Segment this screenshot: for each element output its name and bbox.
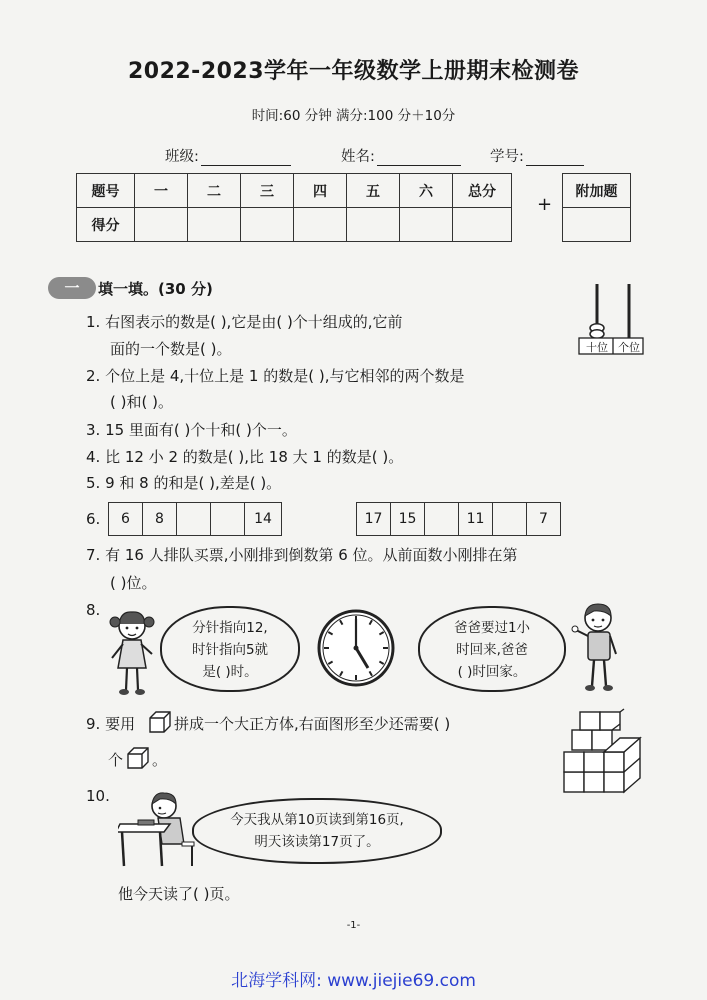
cube-stack-icon [562,708,646,796]
bubble-left-line3: 是( )时。 [202,664,258,680]
bubble-left-line2: 时针指向5就 [191,642,269,658]
sequence-blank-cell[interactable] [177,503,211,536]
score-header-cell: 一 [135,174,188,208]
id-label: 学号: [490,149,524,165]
abacus-tens-label: 十位 [586,341,608,354]
sequence-cell: 6 [109,503,143,536]
class-field [165,145,291,166]
score-table-header-row [77,174,512,208]
name-field [341,145,461,166]
exam-subtitle: 时间:60 分钟 满分:100 分＋10分 [251,108,456,124]
sequence-cell: 14 [245,503,282,536]
question-1-line2: 面的一个数是( )。 [110,340,232,358]
section-badge: 一 [48,277,96,299]
question-2-line1: 2. 个位上是 4,十位上是 1 的数是( ),与它相邻的两个数是 [86,367,465,385]
bubble-right-line3: ( )时回家。 [457,664,527,680]
sequence-cell: 17 [357,503,391,536]
sequence-cell: 7 [527,503,561,536]
girl-icon [106,606,162,698]
question-10-label: 10. [86,787,110,805]
score-table-score-row [77,208,512,242]
id-blank [526,151,584,166]
question-1-line1: 1. 右图表示的数是( ),它是由( )个十组成的,它前 [86,313,403,331]
sequence-cell: 11 [459,503,493,536]
speech-bubble-q10 [192,798,442,864]
speech-bubble-left [160,606,300,692]
score-cell[interactable] [347,208,400,242]
sequence-blank-cell[interactable] [493,503,527,536]
bonus-header-cell: 附加题 [563,174,631,208]
bonus-table [562,173,631,242]
bonus-score-cell[interactable] [563,208,631,242]
bubble-left-line1: 分针指向12, [192,620,268,636]
question-9-unit: 个 [108,751,124,769]
question-7-line2: ( )位。 [110,574,157,592]
boy-icon [568,600,628,696]
section-title: 填一填。(30 分) [98,280,213,298]
score-cell[interactable] [453,208,512,242]
score-cell[interactable] [294,208,347,242]
question-7-line1: 7. 有 16 人排队买票,小刚排到倒数第 6 位。从前面数小刚排在第 [86,546,518,564]
question-6-label: 6. [86,510,101,528]
score-cell[interactable] [241,208,294,242]
sequence-cell: 15 [391,503,425,536]
bubble-q10-line1: 今天我从第10页读到第16页, [230,812,404,828]
question-10-answer: 他今天读了( )页。 [118,885,240,903]
score-header-cell: 六 [400,174,453,208]
score-header-cell: 总分 [453,174,512,208]
bubble-q10-line2: 明天该读第17页了。 [254,834,380,850]
score-table [76,173,512,242]
score-header-cell: 五 [347,174,400,208]
page-title: 2022-2023学年一年级数学上册期末检测卷 [127,59,580,84]
class-label: 班级: [165,149,199,165]
boy-reading-icon [118,786,198,868]
page-number: -1- [346,920,361,931]
score-row-label: 得分 [77,208,135,242]
plus-sign: + [537,194,553,215]
question-9-text: 拼成一个大正方体,右面图形至少还需要( ) [174,715,451,733]
score-header-cell: 三 [241,174,294,208]
question-5: 5. 9 和 8 的和是( ),差是( )。 [86,474,282,492]
small-cube-icon [148,710,172,734]
question-3: 3. 15 里面有( )个十和( )个一。 [86,421,297,439]
bubble-right-line2: 时回来,爸爸 [456,642,528,658]
student-id-field [490,145,584,166]
question-9-end: 。 [152,751,168,769]
small-cube-icon [126,746,150,770]
bubble-right-line1: 爸爸要过1小 [453,620,531,636]
score-cell[interactable] [188,208,241,242]
abacus-ones-label: 个位 [618,341,640,354]
number-sequence-1 [108,502,282,536]
question-4: 4. 比 12 小 2 的数是( ),比 18 大 1 的数是( )。 [86,448,404,466]
clock-icon [316,608,396,688]
name-label: 姓名: [341,149,375,165]
number-sequence-2 [356,502,561,536]
score-header-cell: 四 [294,174,347,208]
sequence-blank-cell[interactable] [211,503,245,536]
score-header-cell: 题号 [77,174,135,208]
score-cell[interactable] [135,208,188,242]
score-header-cell: 二 [188,174,241,208]
speech-bubble-right [418,606,566,692]
name-blank [377,151,461,166]
footer-watermark: 北海学科网: www.jiejie69.com [231,971,476,991]
question-2-line2: ( )和( )。 [110,393,173,411]
class-blank [201,151,291,166]
question-8-label: 8. [86,601,101,619]
sequence-cell: 8 [143,503,177,536]
sequence-blank-cell[interactable] [425,503,459,536]
question-9-prefix: 9. 要用 [86,715,136,733]
score-cell[interactable] [400,208,453,242]
